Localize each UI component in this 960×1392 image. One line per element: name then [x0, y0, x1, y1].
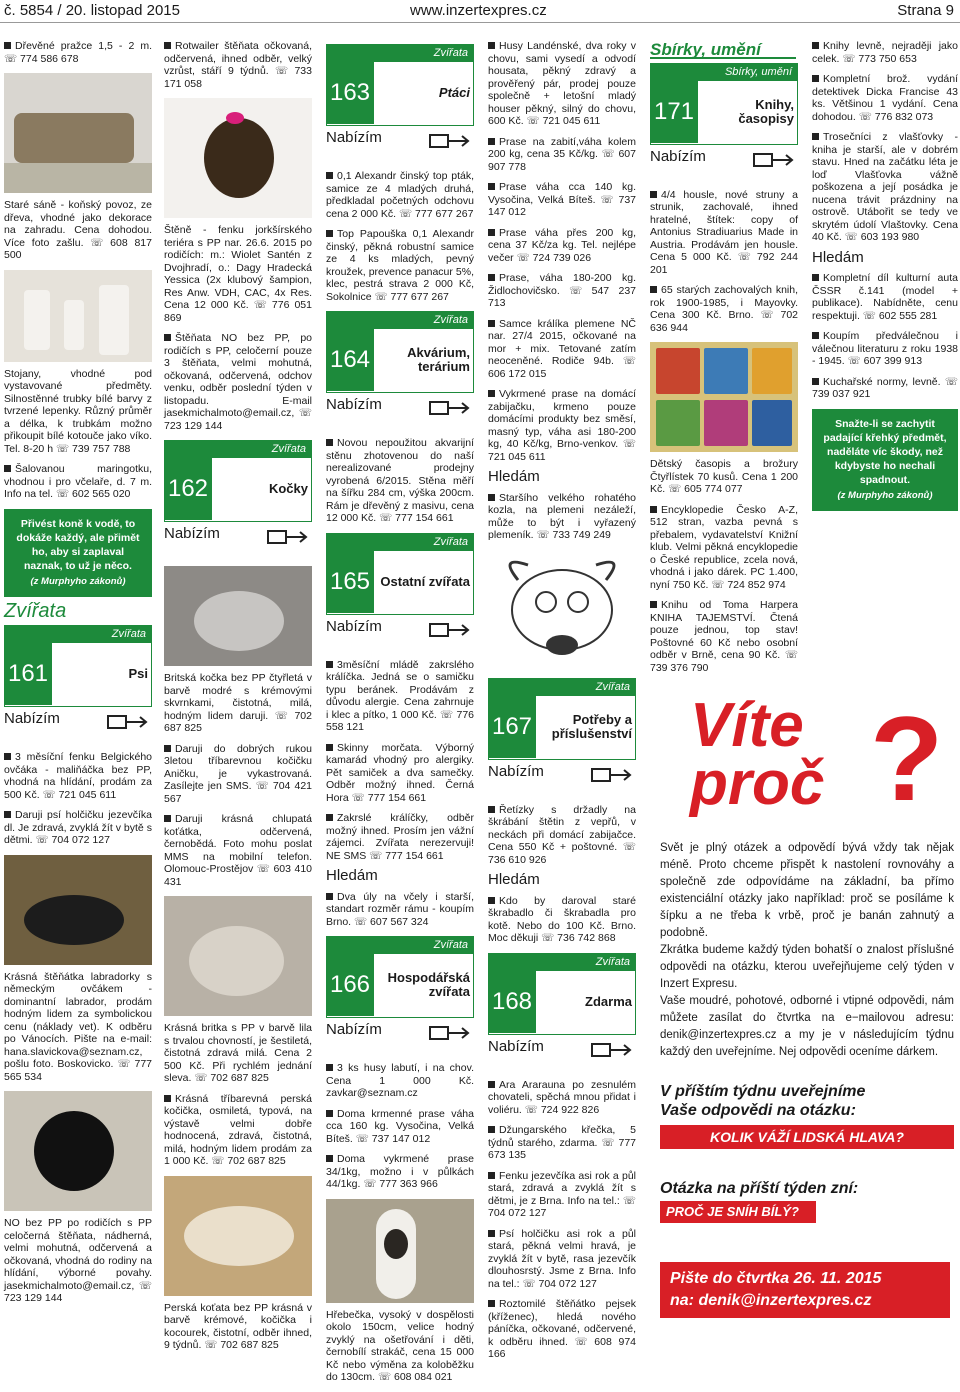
classified-ad: Samce králíka plemene NČ nar. 27/4 2015, očkované na mor + mix. Tetované zatím neoceněné. Rodiče 94b. ☏ 606 172 015: [488, 317, 636, 380]
classified-ad: Daruji do dobrých rukou 3letou tříbarevnou kočičku Aničku, je vykastrovaná. Zasílejte jen SMS. ☏ 704 421 567: [164, 742, 312, 805]
classified-ad: 65 starých zachovalých knih, rok 1900-1985, i Mayovky. Cena 300 Kč. Brno. ☏ 702 636 944: [650, 284, 798, 334]
arrow-icon: [590, 766, 634, 784]
category-bar: Zvířata: [488, 953, 636, 971]
offer-label: Nabízím: [488, 762, 544, 780]
category-168: [488, 953, 636, 1069]
quote-text: Snažte-li se zachytit padající křehký předmět, naděláte víc škody, než kdybyste ho nechali spadnout.: [823, 417, 947, 486]
classified-ad: Krásná tříbarevná perská kočička, osmiletá, typová, na výstavě velmi dobře hodnocená, zdravá, čistotná, milá, hodným lidem prodám za 1 000 Kč. ☏ 702 687 825: [164, 1092, 312, 1167]
classified-ad: Prase váha přes 200 kg, cena 37 Kč/za kg. Tel. nejlépe večer ☏ 724 739 026: [488, 226, 636, 264]
category-number: 167: [488, 696, 536, 758]
classified-ad: Skinny morčata. Výborný kamarád vhodný pro alergiky. Pět samiček a dva samečky. Odběr možný ihned. Černá Hora ☏ 777 154 661: [326, 741, 474, 804]
offer-label: Nabízím: [326, 617, 382, 635]
classified-ad: Prase váha cca 140 kg. Vysočina, Velká Bíteš. ☏ 737 147 012: [488, 181, 636, 218]
classified-ad: 4/4 housle, nové struny a strunik, zachovalé, ihned hratelné, štítek: copy of Antonius Stradiuarius Made in Austria. Prodávám jen housle. Cena 5 000 Kč. ☏ 792 244 201: [650, 188, 798, 276]
category-name: Hospodářská zvířata: [387, 970, 470, 999]
category-bar: Zvířata: [4, 625, 152, 643]
classified-ad: Džungarského křečka, 5 týdnů starého, zdarma. ☏ 777 673 135: [488, 1124, 636, 1161]
photo-black-puppy: [4, 1091, 152, 1211]
classified-ad: Trosečníci z vlašťovky - kniha je starší, ale v dobrém stavu. Hned na začátku léta je loď Vlašťovka vážně poškozena a její posádka je nucena trávit prázdniny na ostrově. Utábořit se tedy ve skrytém údolí Vlaštovky. Cena 40 Kč. ☏ 603 193 980: [812, 131, 958, 243]
column-4: [488, 40, 636, 1369]
category-number: 168: [488, 971, 536, 1033]
offer-label: Nabízím: [326, 1021, 382, 1038]
category-name: Knihy, časopisy: [738, 96, 794, 126]
classified-ad: Encyklopedie Česko A-Z, 512 stran, vazba pevná s přebalem, vydavatelství Knižní klub. Velmi pěkná encyklopedie o České republice, zcela nová, vhodná i jako dárek. PC 1.400, nyní 750 Kč. ☏ 724 852 974: [650, 503, 798, 591]
classified-ad: Daruji krásná chlupatá koťátka, odčervená, černobědá. Foto mohu poslat MMS na mobilní telefon. Olomouc-Prostějov ☏ 603 410 431: [164, 813, 312, 888]
classified-ad: Staršího velkého rohatého kozla, na plemeni nezáleží, může to být i vyřazený plemeník. ☏ 733 749 249: [488, 491, 636, 541]
wanted-label: Hledám: [812, 248, 864, 266]
category-number: 166: [326, 954, 374, 1016]
email-address[interactable]: na: denik@inzertexpres.cz: [670, 1292, 872, 1309]
classified-ad: Kdo by daroval staré škrabadlo či škrabadla pro kotě. Nebo do 100 Kč. Brno. Moc děkuji ☏ 736 742 868: [488, 894, 636, 944]
category-name: Zdarma: [585, 993, 632, 1009]
quote-text: Přivést koně k vodě, to dokáže každý, ale přimět ho, aby si zaplaval naznak, to už je něco.: [16, 517, 140, 572]
column-2: [164, 40, 312, 1360]
classified-ad: Dva úly na včely i starší, standart rozměr rámu - koupím Brno. ☏ 607 567 324: [326, 890, 474, 928]
page-header: [0, 0, 960, 23]
classified-ad: 0,1 Alexandr činský top pták, samice ze 4 mladých druhá, předkladal početných odchovu cena 2 000 Kč. ☏ 777 677 267: [326, 170, 474, 220]
next-week-subheading: Vaše odpovědi na otázku:: [660, 1102, 856, 1119]
feature-title-2: proč: [690, 749, 825, 818]
category-167: [488, 678, 636, 794]
classified-ad: Doma krmenné prase váha cca 160 kg. Vysočina, Velká Bíteš. ☏ 737 147 012: [326, 1107, 474, 1145]
category-number: 171: [650, 81, 698, 143]
classified-ad: Psí holčičku asi rok a půl stará, pěkná velmi hravá, je zvyklá žít v bytě, rasa jezevčík dlouhosrstý. Jsme z Brna. Info na tel.: ☏ 704 072 127: [488, 1227, 636, 1290]
category-name: Akvárium, terárium: [407, 345, 470, 374]
issue-number: č. 5854 / 20. listopad 2015: [4, 2, 180, 19]
category-bar: Zvířata: [326, 936, 474, 954]
photo-caption: Dětský časopis a brožury Čtyřlístek 70 kusů. Cena 1 200 Kč. ☏ 605 774 077: [650, 458, 798, 495]
photo-caption: Britská kočka bez PP čtyřletá v barvě modré s krémovými skvrnkami, čistotná, milá, hodným lidem daruji. ☏ 702 687 825: [164, 672, 312, 734]
classified-ad: Fenku jezevčíka asi rok a půl stará, zdravá a zvyklá žít s dětmi, je z Brna. Info na tel.: ☏ 704 072 127: [488, 1169, 636, 1219]
classified-ad: Dřevěné pražce 1,5 - 2 m. ☏ 774 586 678: [4, 40, 152, 65]
photo-caption: NO bez PP po rodičích s PP celočerná štěňata, nádherná, velmi mohutná, odčervená a očkovaná, vhodná do rodiny na hlídání, výborné povahy. jasekmichalmoto@email.cz, ☏ 723 129 144: [4, 1217, 152, 1304]
column-5: [650, 40, 798, 682]
classified-ad: Šalovanou maringotku, vhodnou i pro včelaře, d. 7 m. Info na tel. ☏ 602 565 020: [4, 463, 152, 500]
category-bar: Zvířata: [326, 533, 474, 551]
feature-text: [660, 840, 954, 1061]
category-171: [650, 63, 798, 179]
classified-ad: Štěňata NO bez PP, po rodičích s PP, celočerní pouze 3 štěňata, velmi mohutná, očkovaná, odčervená, odchov venku, odběr poslední týden v listopadu. E-mail jasekmichalmoto@email.cz, ☏ 723 129 144: [164, 332, 312, 432]
arrow-icon: [428, 132, 472, 150]
category-number: 162: [164, 458, 212, 520]
offer-label: Nabízím: [488, 1037, 544, 1055]
section-title: Zvířata: [4, 599, 67, 622]
category-bar: Zvířata: [326, 311, 474, 329]
column-1: [4, 40, 152, 1313]
arrow-icon: [428, 621, 472, 639]
category-166: [326, 936, 474, 1052]
classified-ad: Kuchařské normy, levně. ☏ 739 037 921: [812, 375, 958, 400]
category-name: Potřeby a příslušenství: [551, 711, 632, 741]
category-162: [164, 440, 312, 556]
category-165: [326, 533, 474, 649]
category-name: Psi: [128, 666, 148, 681]
feature-title-1: Víte: [690, 691, 804, 760]
photo-caption: Krásná štěňátka labradorky s německým ovčákem - dominantní labrador, prodám hodným lidem za symbolickou cenu (náklady vet). K odběru po Vánocích. Pište na e-mail: hana.slavickova@seznam.cz, pošlu foto. Boskovicko. ☏ 777 565 534: [4, 970, 152, 1083]
classified-ad: Roztomilé štěňátko pejsek (kříženec), hledá nového páníčka, očkované, odčervené, k odběru ihned. ☏ 608 974 166: [488, 1298, 636, 1360]
classified-ad: Rotwailer štěňata očkovaná, odčervená, ihned odběr, velký vzrůst, stáří 9 týdnů. ☏ 733 171 058: [164, 40, 312, 90]
arrow-icon: [428, 1024, 472, 1042]
feature-paragraph: Zkrátka budeme každý týden bohatší o znalost příslušné odpovědi na otázku, kterou uveřejňujeme celý týden v Inzert Expresu.: [660, 944, 954, 990]
offer-label: Nabízím: [164, 525, 220, 542]
next-question: [660, 1180, 950, 1223]
category-number: 165: [326, 551, 374, 613]
feature-paragraph: Svět je plný otázek a odpovědí bývá vždy tak nějak méně. Proto chceme přispět k nastolení rovnováhy a společně zde odpovídáme na základní, ba přímo existenciální otázky jako například: proč se posíláme k šípku a ne třeba k vrbě, proč je banán zahnutý a podobně.: [660, 842, 954, 939]
website-link[interactable]: www.inzertexpres.cz: [410, 2, 547, 19]
murphy-quote: [4, 509, 152, 597]
category-name: Ptáci: [438, 85, 470, 100]
arrow-icon: [106, 713, 150, 731]
category-number: 163: [326, 62, 374, 124]
arrow-icon: [752, 151, 796, 169]
classified-ad: 3 měsíční fenku Belgického ovčáka - maliňáčka bez PP, vhodná na hlídání, prodám za 500 Kč. ☏ 721 045 611: [4, 751, 152, 801]
send-answers-box: [660, 1262, 950, 1318]
photo-lilac-cat: [164, 896, 312, 1016]
category-bar: Zvířata: [326, 44, 474, 62]
category-number: 161: [4, 643, 52, 705]
classified-ad: 3měsíční mládě zakrslého králíčka. Jedná se o samičku typu beránek. Prodávám z důvodu alergie. Cena zahrnuje i klec a pítko, 1 000 Kč. ☏ 776 558 121: [326, 658, 474, 733]
page-number: Strana 9: [897, 2, 954, 19]
photo-yorkshire: [164, 98, 312, 218]
photo-sleigh: [4, 73, 152, 193]
classified-ad: 3 ks husy labutí, i na chov. Cena 1 000 Kč. zavkar@seznam.cz: [326, 1062, 474, 1099]
category-name: Kočky: [268, 481, 308, 496]
photo-caption: Hřebečka, vysoký v dospělosti okolo 150cm, velice hodný zvyklý na ošetřování i děti, černobílí strakáč, cena 15 000 Kč nebo výměna za koloběžku do 130cm. ☏ 608 084 021: [326, 1308, 474, 1383]
classified-ad: Knihy levně, nejraději jako celek. ☏ 773 750 653: [812, 40, 958, 65]
arrow-icon: [590, 1041, 634, 1059]
photo-stands: [4, 270, 152, 362]
category-bar: Zvířata: [488, 678, 636, 696]
classified-ad: Ara Araraunа po zesnulém chovateli, spěchá mnou přidat i voliéru. ☏ 724 922 826: [488, 1078, 636, 1116]
classified-ad: Vykrmené prase na domácí zabijačku, krmeno pouze domácími produkty bez směsí, masný typ, váha asi 180-200 kg, 40 Kč/kg, Brno-venkov. ☏ 721 045 611: [488, 388, 636, 463]
question-mark-icon: ?: [870, 692, 944, 826]
arrow-icon: [266, 528, 310, 546]
wanted-label: Hledám: [488, 468, 540, 485]
arrow-icon: [428, 399, 472, 417]
classified-ad: Daruji psí holčičku jezevčíka dl. Je zdravá, zvyklá žít v bytě s dětmi. ☏ 704 072 127: [4, 809, 152, 846]
offer-label: Nabízím: [326, 129, 382, 146]
classified-ad: Knihu od Toma Harpera KNIHA TAJEMSTVÍ. Čtená pouze jednou, top stav! Poštovné 60 Kč nebo osobní odběr v Brně, cena 90 Kč. ☏ 739 376 790: [650, 599, 798, 674]
photo-persian-kittens: [164, 1176, 312, 1296]
category-name: Ostatní zvířata: [380, 573, 470, 589]
deadline-text: Pište do čtvrtka 26. 11. 2015: [670, 1270, 882, 1287]
offer-label: Nabízím: [4, 710, 60, 727]
murphy-quote: [812, 409, 958, 511]
category-number: 164: [326, 329, 374, 391]
photo-caption: Stojany, vhodné pod vystavované předměty. Silnostěnné trubky bílé barvy z tvrzené lepenky. Různý průměr a délka, k trubkám možno přikoupit bílé kotouče jako víko. Tel. 8-20 h ☏ 739 757 788: [4, 367, 152, 455]
category-163: [326, 44, 474, 160]
classified-ad: Prase na zabití,váha kolem 200 kg, cena 35 Kč/kg. ☏ 607 907 778: [488, 135, 636, 173]
classified-ad: Top Papouška 0,1 Alexandr činský, pěkná robustní samice ze 4 ks mladých, pevný kroužek, prevence panacur 5%, klec, pestrá strava 2 000 Kč, Sokolnice ☏ 777 677 267: [326, 228, 474, 303]
feature-paragraph: Vaše moudré, pohotové, odborné i vtipné odpovědi, nám můžete zasílat do čtvrtka na e−mailovou adresu: denik@inzertexpres.cz a my je v následujícím týdnu každý den uveřejníme. Nej odpovědi oceníme dárkem.: [660, 995, 954, 1058]
column-3: [326, 40, 474, 1392]
next-question-heading: Otázka na příští týden zní:: [660, 1180, 859, 1197]
classified-ad: Zakrslé králíčky, odběr možný ihned. Prosím jen vážní zájemci. Zvířata nerezervuji! NE SMS ☏ 777 154 661: [326, 812, 474, 862]
offer-label: Nabízím: [326, 396, 382, 413]
category-161: [4, 625, 152, 741]
classified-ad: Husy Landénské, dva roky v chovu, sami vysedí a odvodí housata, pěkný zdravý a prověřený pár, prodej pouze společně + letošní mladý houser pěkný, silný do chovu, 600 Kč. ☏ 721 045 611: [488, 40, 636, 127]
classified-ad: Kompletní díl kulturní auta ČSSR č.141 (model + publikace). Nabídněte, cenu respektuji. ☏ 602 555 281: [812, 272, 958, 322]
wanted-label: Hledám: [326, 867, 378, 884]
quote-source: (z Murphyho zákonů): [837, 489, 933, 501]
section-title: Sbírky, umění: [650, 44, 796, 59]
column-6: [812, 40, 958, 519]
category-bar: Sbírky, umění: [650, 63, 798, 81]
photo-horse: [326, 1199, 474, 1303]
classified-ad: Doma vykrmené prase 34/1kg, možno i v půlkách 44/1kg. ☏ 777 363 966: [326, 1153, 474, 1190]
next-week-heading: V příštím týdnu uveřejníme: [660, 1083, 866, 1100]
photo-comics: [650, 342, 798, 452]
classified-ad: Prase, váha 180-200 kg. Židlochovičsko. ☏ 547 237 713: [488, 272, 636, 309]
question-bar: KOLIK VÁŽÍ LIDSKÁ HLAVA?: [660, 1125, 954, 1149]
photo-puppies: [4, 855, 152, 965]
cartoon-goat-illustration: [488, 550, 636, 670]
category-164: [326, 311, 474, 427]
photo-british-cat: [164, 566, 312, 666]
classified-ad: Kompletní brož. vydání detektivek Dicka Francise 43 ks. Většinou 1 vydání. Cena dohodou. ☏ 776 832 073: [812, 73, 958, 123]
offer-label: Nabízím: [650, 147, 706, 165]
classified-ad: Novou nepoužitou akvarijní stěnu zhotovenou do naší nerealizované prodejny vyrobená 6/2015. Stěna měří na šířku 284 cm, výška 200cm. Rám je dřevěný z masivu, cena 12 000 Kč. ☏ 777 154 661: [326, 437, 474, 524]
photo-caption: Perská koťata bez PP krásná v barvě krémové, kočička i kocourek, čistotní, odběr ihned, 9 týdnů. ☏ 702 687 825: [164, 1301, 312, 1351]
photo-caption: Krásná britka s PP v barvě lila s trvalou chovností, je šestiletá, čistotná zdravá milá. Cena 2 500 Kč. Při rychlém jednání sleva. ☏ 702 687 825: [164, 1022, 312, 1084]
vite-proc-feature: [650, 690, 958, 1160]
classified-ad: Řetízky s držadly na škrábání štětin z vepřů, v neckách při domácí zabijačce. Cena 550 Kč + poštovné. ☏ 736 610 926: [488, 803, 636, 866]
wanted-label: Hledám: [488, 871, 540, 888]
quote-source: (z Murphyho zákonů): [30, 575, 126, 587]
classified-ad: Koupím předválečnou i válečnou literaturu z roku 1938 - 1945. ☏ 607 399 913: [812, 330, 958, 367]
photo-caption: Štěně - fenku jorkšírského teriéra s PP nar. 26.6. 2015 po rodičích: m.: Wiolet Santén z Dvojhradí, o.: Dagy Hradecká Yessica (2x klubový šampion, Res Anw. VDH, CAC, 4x Res. Cena 12 000 Kč. ☏ 776 051 869: [164, 224, 312, 324]
category-bar: Zvířata: [164, 440, 312, 458]
photo-caption: Staré sáně - koňský povoz, ze dřeva, vhodné jako dekorace na zahradu. Cena dohodou. Více foto zašlu. ☏ 608 817 500: [4, 199, 152, 261]
next-question-bar: PROČ JE SNÍH BÍLÝ?: [660, 1201, 816, 1223]
